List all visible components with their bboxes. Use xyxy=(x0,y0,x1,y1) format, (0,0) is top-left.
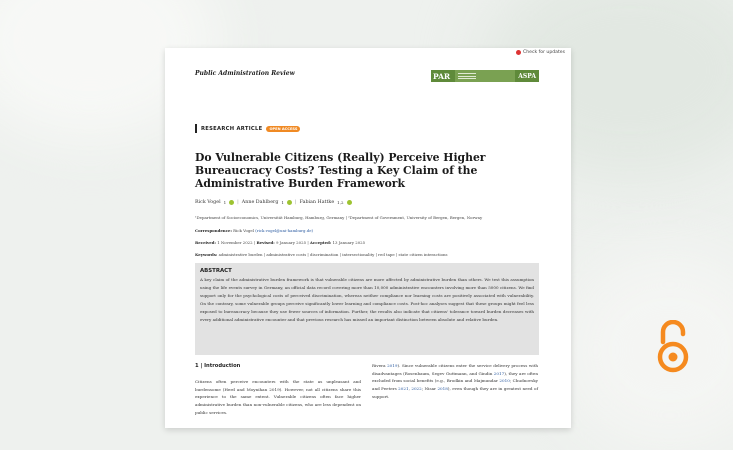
journal-logo xyxy=(431,70,539,82)
article-type-label: RESEARCH ARTICLE xyxy=(201,125,263,132)
type-marker xyxy=(195,124,197,133)
orcid-icon[interactable] xyxy=(229,200,234,205)
logo-wordmark xyxy=(455,70,515,82)
background-highlight xyxy=(560,250,733,450)
author-name[interactable]: Fabian Hattke xyxy=(299,200,335,205)
received-label: Received: xyxy=(195,240,216,245)
check-for-updates-button[interactable] xyxy=(516,50,565,55)
correspondence xyxy=(195,228,313,233)
author-affiliation-marker: 1,2 xyxy=(337,200,344,205)
received-date: 1 November 2022 xyxy=(217,240,253,245)
author-name[interactable]: Anne Dahlberg xyxy=(241,200,279,205)
accepted-date: 13 January 2025 xyxy=(332,240,366,245)
orcid-icon[interactable] xyxy=(347,200,352,205)
revised-date: 9 January 2025 xyxy=(275,240,307,245)
logo-acronym: PAR xyxy=(433,71,451,81)
open-access-lock-icon xyxy=(656,320,690,374)
check-updates-label: Check for updates xyxy=(523,50,565,55)
abstract-text: A key claim of the administrative burden framework is that vulnerable citizens are more affected by administrative burden than others. We test this assumption using the life events survey in Germany, an official data record covering more than 10,000 administrative encounters involving more than 5000 citizens. We find support only for the psychological costs of perceived discrimination, whereas neither compliance nor learning costs are positively associated with vulnerability. On the contrary, some vulnerable groups perceive significantly lower learning and compliance costs. Post-hoc analyses suggest that these groups might feel less exposed to bureaucracy because they use fewer sources of information. Further, the results also indicate that citizens' tolerance toward burden decreases with every additional administrative encounter and that previous research has missed an important distinction between absolute and relative burden. xyxy=(200,277,534,322)
body-text: ), they are often excluded from social benefits (e.g., Brodkin and Majmundar xyxy=(372,370,538,384)
keywords xyxy=(195,252,447,257)
logo-society: ASPA xyxy=(518,72,536,80)
paper-page xyxy=(165,48,571,428)
journal-name: Public Administration Review xyxy=(195,70,295,77)
body-text: ), even though they are in greatest need of support. xyxy=(372,386,538,399)
body-text: ; Nisar xyxy=(421,386,438,392)
body-text-right-column xyxy=(372,362,538,401)
keywords-label: Keywords: xyxy=(195,252,218,257)
author-name[interactable]: Rick Vogel xyxy=(195,200,221,205)
keywords-text: administrative burden | administrative costs | discrimination | intersectionality | red tape | state citizen interactions xyxy=(218,252,448,257)
citation-link[interactable]: 2017 xyxy=(493,370,505,376)
orcid-icon[interactable] xyxy=(287,200,292,205)
author-list xyxy=(195,200,352,205)
article-dates: Received: 1 November 2022 | Revised: 9 January 2025 | Accepted: 13 January 2025 xyxy=(195,240,366,245)
author-affiliation-marker: 1 xyxy=(281,200,284,205)
citation-link[interactable]: 2018 xyxy=(437,386,448,392)
body-text: , xyxy=(408,386,412,392)
body-text: ). Since vulnerable citizens enter the service delivery process with disadvantages (Rosenbaum, Segev Guttmann, and Gindin xyxy=(372,363,538,376)
article-title: Do Vulnerable Citizens (Really) Perceive Higher Bureaucracy Costs? Testing a Key Claim of the Administrative Burden Framework xyxy=(195,151,486,190)
correspondence-name: Rick Vogel xyxy=(233,228,254,233)
section-heading: 1 | Introduction xyxy=(195,363,241,369)
body-text: ; Chudnovsky and Peeters xyxy=(372,378,538,392)
author-separator: | xyxy=(294,200,297,205)
author-separator: | xyxy=(237,200,239,205)
open-access-badge: OPEN ACCESS xyxy=(266,126,300,132)
citation-link[interactable]: 2010 xyxy=(499,378,510,384)
abstract-box xyxy=(195,263,539,355)
article-type xyxy=(195,124,300,133)
correspondence-label: Correspondence: xyxy=(195,228,232,233)
affiliations: ¹Department of Socioeconomics, Universität Hamburg, Hamburg, Germany | ²Department of Government, University of Bergen, Bergen, Norway xyxy=(195,215,483,220)
correspondence-email-link[interactable]: (rick.vogel@uni-hamburg.de) xyxy=(255,228,314,233)
author-affiliation-marker: 1 xyxy=(223,200,227,205)
citation-link[interactable]: 2021 xyxy=(398,386,409,392)
revised-label: Revised: xyxy=(256,240,275,245)
citation-link[interactable]: 2019 xyxy=(387,363,398,368)
abstract-heading: ABSTRACT xyxy=(200,268,232,274)
citation-link[interactable]: 2022 xyxy=(411,386,422,392)
body-text: Rivera xyxy=(372,363,388,368)
body-text-left-column: Citizens often perceive encounters with the state as unpleasant and burdensome (Herd and Moynihan 2019). However, not all citizens share this experience to the same extent. Vulnerable citizens often face higher administrative burden than non-vulnerable citizens, who are less dependent on public services. xyxy=(195,379,361,415)
accepted-label: Accepted: xyxy=(309,240,332,245)
update-icon xyxy=(516,50,521,55)
